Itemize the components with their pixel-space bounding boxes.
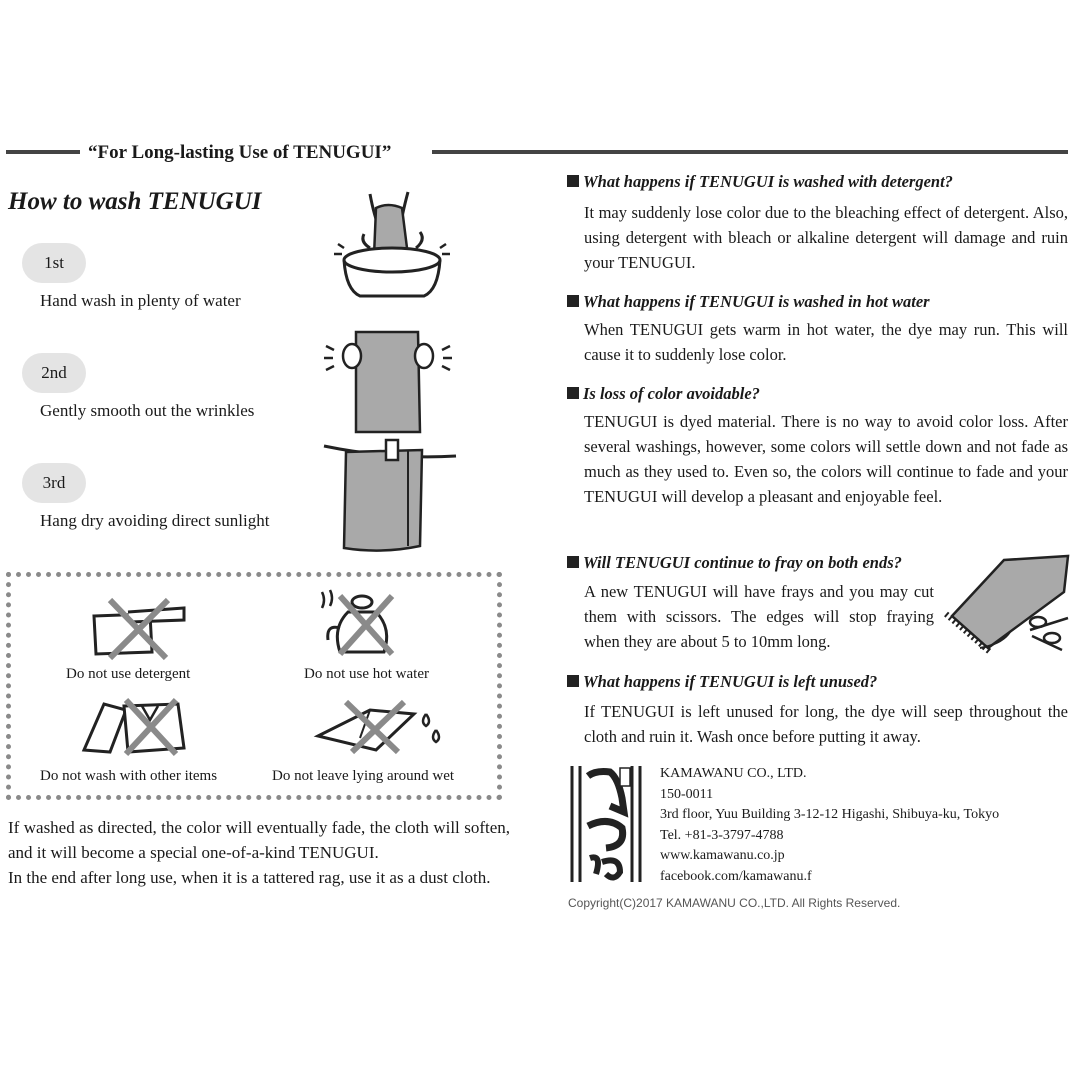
copyright-text: Copyright(C)2017 KAMAWANU CO.,LTD. All Rights Reserved. bbox=[568, 896, 901, 910]
step-1-text: Hand wash in plenty of water bbox=[40, 291, 241, 310]
bullet-square-icon bbox=[567, 387, 579, 399]
warning-4-text: Do not leave lying around wet bbox=[272, 768, 455, 784]
wash-section-title: How to wash TENUGUI bbox=[8, 188, 262, 215]
faq-2-question: What happens if TENUGUI is washed in hot water bbox=[567, 292, 930, 312]
faq-1-answer: It may suddenly lose color due to the bleaching effect of detergent. Also, using detergent with bleach or alkaline detergent will damage and ruin your TENUGUI. bbox=[584, 203, 1068, 272]
kamawanu-logo bbox=[566, 762, 646, 888]
warning-1-text: Do not use detergent bbox=[66, 666, 191, 682]
faq-5-question: What happens if TENUGUI is left unused? bbox=[567, 672, 877, 692]
step-3-badge: 3rd bbox=[22, 463, 86, 503]
fraying-cloth-scissors-icon bbox=[940, 552, 1074, 660]
faq-4-question: Will TENUGUI continue to fray on both ends? bbox=[567, 553, 902, 573]
faq-5-answer: If TENUGUI is left unused for long, the dye will seep throughout the cloth and ruin it. Wash once before putting it away. bbox=[584, 702, 1068, 746]
company-info bbox=[660, 764, 999, 887]
no-hot-water-icon bbox=[318, 588, 402, 662]
faq-2-answer: When TENUGUI gets warm in hot water, the dye may run. This will cause it to suddenly lose color. bbox=[584, 320, 1068, 364]
company-facebook-link[interactable]: facebook.com/kamawanu.f bbox=[660, 868, 812, 884]
step-1-badge: 1st bbox=[22, 243, 86, 283]
bullet-square-icon bbox=[567, 556, 579, 568]
hand-wash-icon bbox=[330, 186, 455, 306]
warning-3-text: Do not wash with other items bbox=[40, 768, 218, 784]
faq-3-question: Is loss of color avoidable? bbox=[567, 384, 760, 404]
document-title: “For Long-lasting Use of TENUGUI” bbox=[88, 142, 392, 163]
no-leave-wet-icon bbox=[312, 696, 448, 756]
hang-dry-icon bbox=[322, 434, 458, 556]
step-2-text: Gently smooth out the wrinkles bbox=[40, 401, 255, 420]
closing-text bbox=[8, 815, 510, 890]
smooth-cloth-icon bbox=[322, 326, 454, 438]
company-website-link[interactable]: www.kamawanu.co.jp bbox=[660, 848, 785, 863]
bullet-square-icon bbox=[567, 675, 579, 687]
closing-line-1: If washed as directed, the color will eventually fade, the cloth will soften, and it will become a special one-of-a-kind TENUGUI. bbox=[8, 818, 510, 862]
company-address: 3rd floor, Yuu Building 3-12-12 Higashi, Shibuya-ku, Tokyo bbox=[660, 807, 1000, 822]
faq-1-question: What happens if TENUGUI is washed with detergent? bbox=[567, 172, 953, 192]
closing-line-2: In the end after long use, when it is a tattered rag, use it as a dust cloth. bbox=[8, 868, 491, 887]
faq-3-answer: TENUGUI is dyed material. There is no way to avoid color loss. After several washings, however, some colors will settle down and not fade as much as they used to. Even so, the colors will continue to fade and your TENUGUI will develop a pleasant and enjoyable feel. bbox=[584, 412, 1068, 506]
no-detergent-icon bbox=[88, 596, 188, 662]
bullet-square-icon bbox=[567, 295, 579, 307]
faq-4-answer: A new TENUGUI will have frays and you may cut them with scissors. The edges will stop fraying when they are about 5 to 10mm long. bbox=[584, 582, 934, 651]
warning-2-text: Do not use hot water bbox=[304, 666, 429, 682]
no-mixed-wash-icon bbox=[80, 694, 198, 758]
bullet-square-icon bbox=[567, 175, 579, 187]
warnings-box bbox=[6, 572, 502, 800]
company-name: KAMAWANU CO., LTD. bbox=[660, 766, 807, 781]
company-tel: Tel. +81-3-3797-4788 bbox=[660, 827, 784, 843]
header-rule-left bbox=[6, 150, 80, 154]
company-postal: 150-0011 bbox=[660, 786, 714, 802]
step-2-badge: 2nd bbox=[22, 353, 86, 393]
header-rule-right bbox=[432, 150, 1068, 154]
step-3-text: Hang dry avoiding direct sunlight bbox=[40, 511, 270, 530]
